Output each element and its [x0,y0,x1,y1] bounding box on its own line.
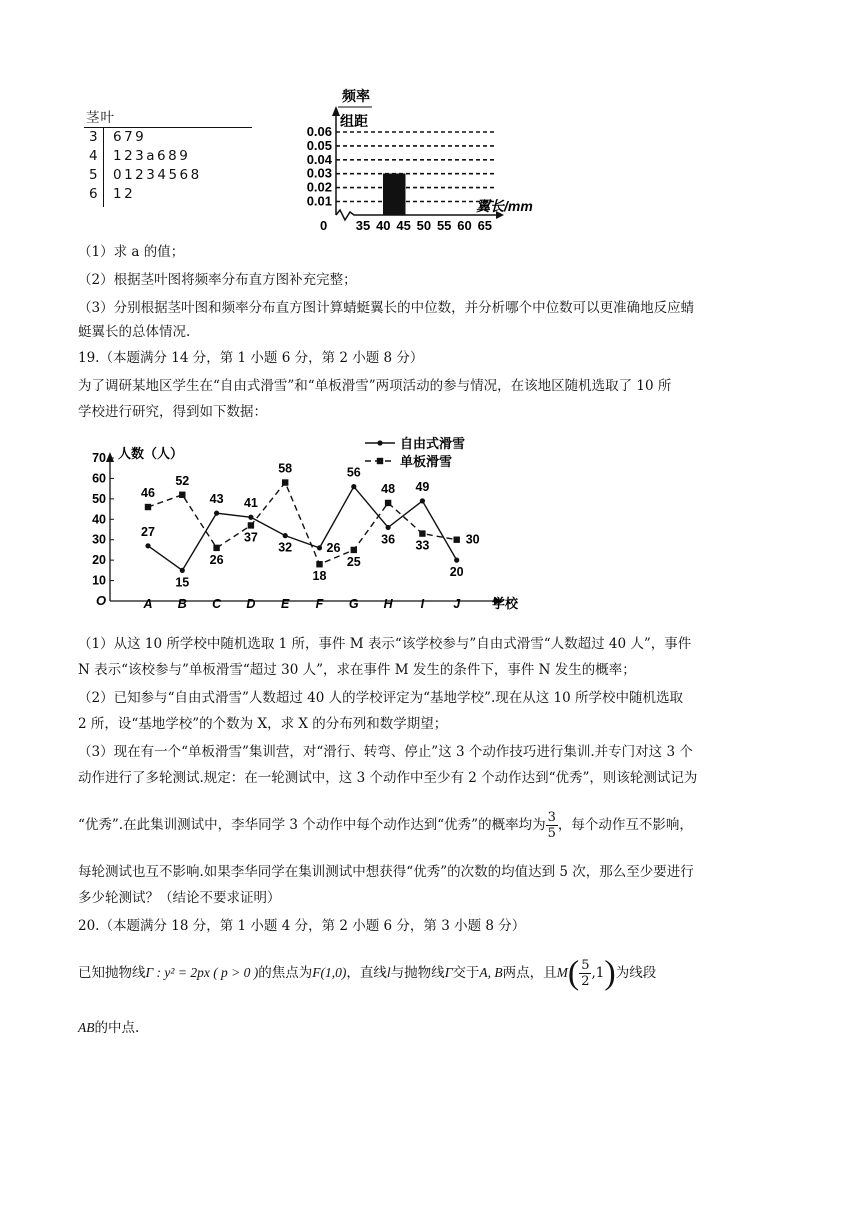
q20-header: 20.（本题满分 18 分，第 1 小题 4 分，第 2 小题 6 分，第 3 小题 8 分） [78,918,526,934]
snowboard-data-label: 48 [381,481,396,496]
snowboard-point [248,522,254,528]
freestyle-data-label: 56 [346,465,361,480]
snowboard-data-label: 33 [415,538,430,553]
freestyle-point [317,545,322,550]
y-tick-label: 70 [92,451,106,465]
hist-y-tick: 0.05 [306,137,332,153]
hist-ylabel-bottom: 组距 [340,113,368,129]
q19-header: 19.（本题满分 14 分，第 1 小题 6 分，第 2 小题 8 分） [78,350,424,366]
chart-origin: O [96,593,107,608]
freestyle-data-label: 20 [449,565,464,580]
q20-line2 [78,1018,139,1038]
snowboard-data-label: 37 [243,530,258,545]
leaf-values: 679 [113,129,147,145]
freestyle-point [180,568,185,573]
freestyle-point [386,525,391,530]
hist-x-tick: 55 [436,218,452,233]
hist-x-tick: 65 [477,218,493,233]
snowboard-point [454,537,460,543]
q20-text-b: 的焦点为 [258,965,313,981]
q18-item: （2）根据茎叶图将频率分布直方图补充完整； [78,272,357,288]
stem-leaf-plot [84,106,254,206]
snowboard-point [419,530,425,536]
m-y-coordinate: ,1 [591,965,605,981]
freestyle-data-label: 27 [141,524,155,539]
freestyle-data-label: 43 [209,492,224,507]
leaf-values: 123a689 [113,148,191,164]
hist-origin: 0 [320,218,328,233]
snowboard-data-label: 18 [312,569,327,584]
legend-marker-snowboard [377,458,383,464]
snowboard-data-label: 46 [141,486,155,501]
hist-ylabel-top: 频率 [342,88,370,104]
snowboard-point [351,547,357,553]
q18-item: 蜓翼长的总体情况. [78,324,191,340]
y-tick-label: 60 [92,471,106,486]
x-tick-label: E [281,597,290,611]
y-tick-label: 30 [92,532,106,547]
series-line-snowboard [148,483,457,565]
stem-leaf-vline [103,127,104,207]
q20-text-d: 与抛物线 [390,965,445,981]
fraction-3-5 [546,810,558,841]
x-tick-label: G [348,597,359,611]
hist-y-tick: 0.04 [306,151,332,167]
fraction-numerator: 3 [547,810,556,825]
q19-p3-line1: （3）现在有一个“单板滑雪”集训营，对“滑行、转弯、停止”这 3 个动作技巧进行集训.并专门对这 3 个 [78,744,693,760]
q20-text-g: 为线段 [615,965,657,981]
leaf-values: 12 [113,186,136,202]
x-tick-label: F [315,597,324,611]
q19-p1-line2: N 表示“该校参与”单板滑雪“超过 30 人”，求在事件 M 发生的条件下，事件 N 发生的概率； [78,662,636,678]
hist-y-tick: 0.01 [306,193,332,209]
x-tick-label: C [212,597,222,611]
hist-bar-40-45 [383,174,406,216]
freestyle-point [351,484,356,489]
freestyle-data-label: 49 [415,479,430,494]
q18-item: （3）分别根据茎叶图和频率分布直方图计算蜻蜓翼长的中位数，并分析哪个中位数可以更准确地反应蜻 [78,300,695,316]
y-tick-label: 40 [92,512,106,527]
hist-y-tick: 0.03 [306,165,332,181]
freestyle-point [214,511,219,516]
q20-text-f: 两点，且 [502,965,557,981]
snowboard-point [385,500,391,506]
focus-point: F(1,0) [312,965,347,980]
freestyle-point [283,533,288,538]
hist-x-tick: 50 [416,218,432,233]
legend-marker-freestyle [377,440,382,445]
snowboard-data-label: 58 [278,461,293,476]
x-tick-label: D [246,597,256,611]
stem-leaf-header: 茎叶 [86,110,115,126]
q20-line1: 已知抛物线Γ : y² = 2px ( p > 0 )的焦点为F(1,0)，直线l与抛物线Γ交于A, B两点，且M( $\frac{5}{2}$ ,1)为线段 [78,954,657,992]
frequency-histogram [290,86,550,234]
snowboard-data-label: 30 [465,532,480,547]
snowboard-point [179,492,185,498]
fraction-denominator: 5 [547,826,556,841]
stem-value: 6 [89,186,98,202]
legend-label-freestyle: 自由式滑雪 [400,436,466,451]
x-tick-label: H [383,597,393,611]
gamma-symbol: Γ [444,965,453,980]
q20-text-c: ，直线 [346,965,387,981]
q19-p2-line1: （2）已知参与“自由式滑雪”人数超过 40 人的学校评定为“基地学校”.现在从这 10 所学校中随机选取 [78,690,684,706]
snowboard-point [145,504,151,510]
snowboard-data-label: 26 [209,552,224,567]
hist-x-tick: 45 [396,218,411,233]
hist-y-tick: 0.02 [306,179,332,195]
stem-value: 4 [89,148,98,164]
q20-text-e: 交于 [452,965,480,981]
hist-y-tick: 0.06 [306,124,332,139]
point-m: M [556,965,568,980]
segment-ab: AB [78,1020,95,1035]
freestyle-point [248,515,253,520]
x-axis-label: 学校 [492,596,519,611]
m-x-numerator: 5 [581,958,590,973]
snowboard-data-label: 52 [175,473,190,488]
snowboard-data-label: 25 [346,554,361,569]
m-x-denominator: 2 [581,974,590,989]
hist-x-tick: 60 [457,218,472,233]
m-x-fraction [579,958,591,989]
school-line-chart [80,430,540,616]
q18-item: （1）求 a 的值； [78,244,185,260]
q20-text-midpoint: 的中点. [94,1020,140,1036]
stem-value: 5 [89,167,98,183]
q19-p3-line5: 多少轮测试？（结论不要求证明） [78,890,281,906]
x-tick-label: B [177,597,187,611]
parabola-equation: Γ : y² = 2px ( p > 0 ) [145,965,259,980]
hist-xlabel: 翼长/mm [476,198,533,214]
y-tick-label: 50 [92,491,106,506]
snowboard-point [316,561,322,567]
q19-p3-line3-after: ，每个动作互不影响， [557,817,693,833]
q19-intro-1: 为了调研某地区学生在“自由式滑雪”和“单板滑雪”两项活动的参与情况，在该地区随机选取了 10 所 [78,378,672,394]
leaf-values: 01234568 [113,167,202,183]
freestyle-data-label: 36 [381,532,396,547]
q19-p3-line4: 每轮测试也互不影响.如果李华同学在集训测试中想获得“优秀”的次数的均值达到 5 次，那么至少要进行 [78,864,694,880]
hist-x-tick: 40 [376,218,391,233]
q19-p1-line1: （1）从这 10 所学校中随机选取 1 所，事件 M 表示“该学校参与”自由式滑雪“人数超过 40 人”，事件 [78,636,692,652]
q20-text-a: 已知抛物线 [78,965,146,981]
freestyle-point [454,558,459,563]
freestyle-data-label: 32 [278,540,293,555]
q19-p3-line3 [78,810,693,841]
q19-p2-line2: 2 所，设“基地学校”的个数为 X，求 X 的分布列和数学期望； [78,716,448,732]
stem-value: 3 [89,129,98,145]
freestyle-point [145,543,150,548]
line-l: l [386,965,391,980]
hist-x-tick: 35 [355,218,371,233]
q19-p3-line3-before: “优秀”.在此集训测试中，李华同学 3 个动作中每个动作达到“优秀”的概率均为 [78,817,546,833]
x-tick-label: I [420,597,425,611]
x-tick-label: J [453,597,461,611]
snowboard-point [213,545,219,551]
freestyle-data-label: 41 [243,496,258,511]
freestyle-point [420,498,425,503]
y-axis-arrow [106,452,114,462]
y-tick-label: 20 [92,553,106,568]
q19-intro-2: 学校进行研究，得到如下数据： [78,404,267,420]
y-tick-label: 10 [92,573,106,588]
q19-p3-line2: 动作进行了多轮测试.规定：在一轮测试中，这 3 个动作中至少有 2 个动作达到“优秀”，则该轮测试记为 [78,770,698,786]
x-tick-label: A [143,597,153,611]
y-axis-label: 人数（人） [118,446,184,461]
points-ab: A, B [479,965,503,980]
legend-label-snowboard: 单板滑雪 [400,454,453,469]
freestyle-data-label: 26 [326,540,341,555]
series-line-freestyle [148,487,457,571]
snowboard-point [282,479,288,485]
freestyle-data-label: 15 [175,575,190,590]
stem-leaf-hline [84,127,252,128]
